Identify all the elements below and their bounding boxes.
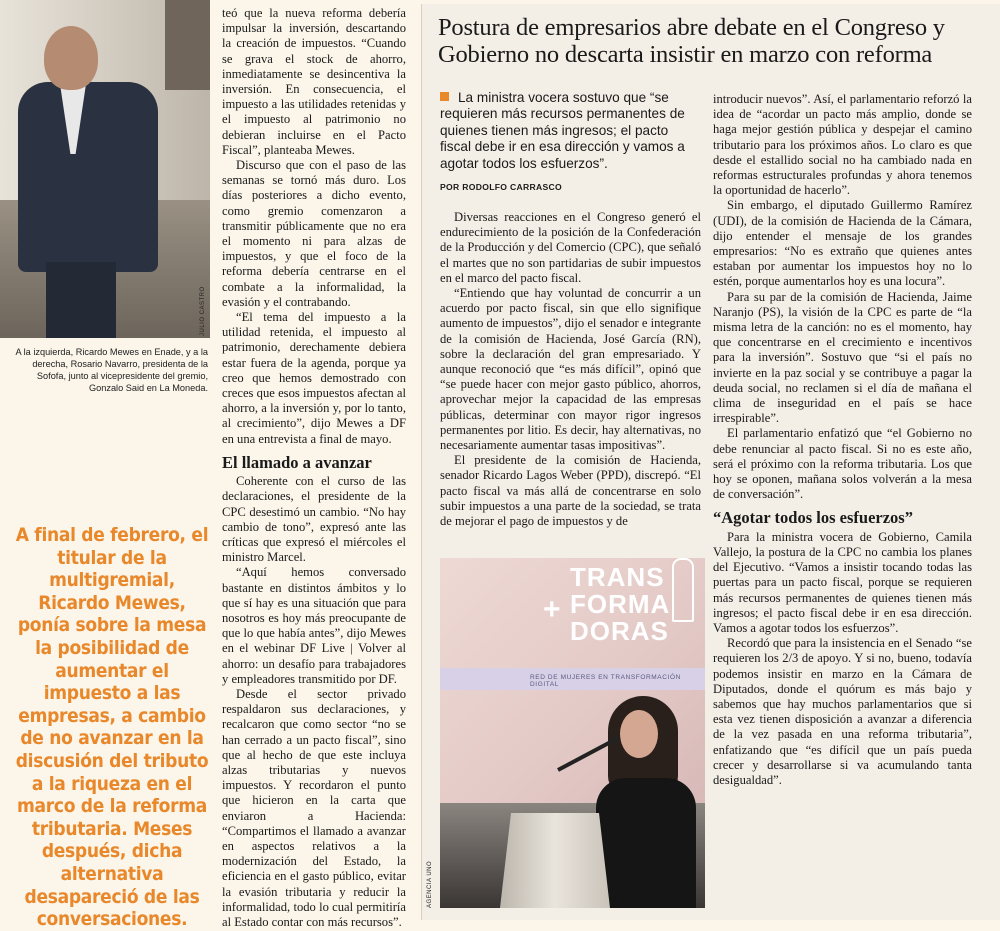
photo-credit-right: AGENCIA UNO (427, 860, 433, 908)
paragraph: introducir nuevos”. Así, el parlamentario reforzó la idea de “acordar un pacto más amplio, donde se haga mejor gestión pública y despejar el camino tributario para los próximos años. Lo claro es que desde el estallido social no ha cambiado nada en reformas estructurales profundas y ahora tenemos la oportunidad de hacerlo”. (713, 92, 972, 198)
photo-caption: A la izquierda, Ricardo Mewes en Enade, y a la derecha, Rosario Navarro, presidenta de la Sofofa, junto al vicepresidente del gremio, Gonzalo Said en La Moneda. (15, 347, 208, 393)
article-column-c (713, 92, 972, 788)
bullet-square-icon (440, 92, 449, 101)
plus-icon: + (543, 593, 561, 626)
paragraph: Desde el sector privado respaldaron sus declaraciones, y recalcaron que como sector “no se han cerrado a un pacto fiscal”, sino que al hecho de que este incluya alzas tributarias y nuevos impuestos. Y recordaron el punto que hicieron en la carta que enviaron a Hacienda: “Compartimos el llamado a avanzar en aspectos relativos a la modernización del Estado, la eficiencia en el gasto público, evitar la evasión tributaria y reducir la informalidad, todo lo cual permitiría al Estado contar con más recursos”. (222, 686, 406, 929)
paragraph: “Entiendo que hay voluntad de concurrir a un acuerdo por pacto fiscal, sin que ello signifique aumento de impuestos”, dijo el senador e integrante de la comisión de Hacienda, José García (RN), sobre la declaración del gran empresariado. Y aunque reconoció que “es más difícil”, opinó que “se puede hacer con mejor gasto público, ahorros, aprovechar mejor la capacidad de las empresas públicas, determinar con mayor rigor ingresos permanentes por litio. Es decir, hay alternativas, no necesariamente aumentar tasas impositivas”. (440, 286, 701, 453)
podium (500, 813, 610, 908)
paragraph: “El tema del impuesto a la utilidad retenida, el impuesto al patrimonio, derechamente debiera estar fuera de la agenda, porque ya creo que hemos demostrado con creces que esos impuestos afectan al ahorro, a la inversión y, por lo tanto, al crecimiento”, dijo Mewes a DF en una entrevista a final de mayo. (222, 310, 406, 446)
pull-quote: A final de febrero, el titular de la multigremial, Ricardo Mewes, ponía sobre la mesa la posibilidad de aumentar el impuesto a las empresas, a cambio de no avanzar en la discusión del tributo a la riqueza en el marco de la reforma tributaria. Meses después, dicha alternativa desapareció de las conversaciones. (15, 524, 209, 931)
screen-subtitle: RED DE MUJERES EN TRANSFORMACIÓN DIGITAL (530, 674, 681, 688)
paragraph: “Aquí hemos conversado bastante en distintos ámbitos y lo que sí hay es una situación que para nosotros es hoy más preocupante de que lo que había antes”, dijo Mewes en el webinar DF Live | Volver al ahorro: un desafío para trabajadores y empleadores transmitido por DF. (222, 565, 406, 686)
paragraph: teó que la nueva reforma debería impulsar la inversión, descartando la creación de impuestos. “Cuando se grava el stock de ahorro, inmediatamente se desincentiva la inversión. En consecuencia, el impuesto a las utilidades retenidas y el impuesto al patrimonio no debieran incluirse en el Pacto Fiscal”, planteaba Mewes. (222, 6, 406, 157)
paragraph: El parlamentario enfatizó que “el Gobierno no debe renunciar al pacto fiscal. Si no es este año, será el próximo con la reforma tributaria. Los que hoy se oponen, mañana solos volverán a la mesa de conversación”. (713, 426, 972, 502)
paragraph: Para su par de la comisión de Hacienda, Jaime Naranjo (PS), la visión de la CPC es parte de “la misma letra de la canción: no es el momento, hay que concentrarse en el crecimiento e incentivos para la inversión”. Sostuvo que “si el país no invierte en la paz social y se contribuye a pagar la deuda social, no reclamen si el día de mañana el clima de inseguridad en el país se hace irrespirable”. (713, 289, 972, 426)
subhead-llamado: El llamado a avanzar (222, 452, 372, 472)
screen-text-1: TRANS (570, 562, 665, 592)
paragraph: Para la ministra vocera de Gobierno, Camila Vallejo, la postura de la CPC no cambia los planes del Ejecutivo. “Vamos a insistir tocando todas las puertas para un pacto fiscal, porque se requieren más recursos permanentes de quienes tienen más ingresos; el pacto fiscal debe ir en esa dirección. Vamos a agotar todos los esfuerzos”. (713, 529, 972, 635)
paragraph: Discurso que con el paso de las semanas se tornó más duro. Los días posteriores a dicho evento, como gremio comenzaron a transmitir públicamente que no era el momento ni para alzas de impuestos, y que el foco de la reforma debería centrarse en el combate a la informalidad, la evasión y el contrabando. (222, 158, 406, 309)
rocket-icon (672, 558, 694, 622)
subhead-agotar: “Agotar todos los esfuerzos” (713, 508, 913, 528)
byline: POR RODOLFO CARRASCO (440, 182, 563, 192)
screen-text-3: DORAS (570, 616, 669, 646)
photo-credit-left: JULIO CASTRO (200, 286, 206, 336)
screen-text-2: FORMA (570, 589, 671, 619)
paragraph: Recordó que para la insistencia en el Senado “se requieren los 2/3 de apoyo. Y si no, bueno, todavía podemos insistir en marzo en la Cámara de Diputados, donde el quórum es más bajo y sabemos que hay muchos parlamentarios que si esta vez tienen disposición a avanzar a diferencia de la vez pasada en una reforma tributaria”, enfatizando que “es difícil que un país pueda crecer y desarrollarse si va acumulando tanta desigualdad”. (713, 636, 972, 787)
paragraph: El presidente de la comisión de Hacienda, senador Ricardo Lagos Weber (PPD), discrepó. “El pacto fiscal va más allá de concentrarse en solo subir impuestos a una parte de la sociedad, se trata de mejorar el pago de impuestos y de (440, 453, 701, 529)
paragraph: Diversas reacciones en el Congreso generó el endurecimiento de la posición de la Confederación de la Producción y del Comercio (CPC), que señaló el martes que no son partidarias de subir impuestos en el marco del pacto fiscal. (440, 210, 701, 285)
article-column-b (440, 210, 701, 529)
photo-ricardo-mewes (0, 0, 210, 338)
paragraph: Sin embargo, el diputado Guillermo Ramírez (UDI), de la comisión de Hacienda de la Cámara, dijo entender el mensaje de los grandes empresarios: “No es extraño que quienes antes estaban por aumentar los impuestos hoy no lo estén, porque aumentarlos hoy es una locura”. (713, 198, 972, 289)
headline: Postura de empresarios abre debate en el Congreso y Gobierno no descarta insistir en marzo con reforma (438, 14, 945, 68)
article-column-a (222, 6, 406, 930)
paragraph: Coherente con el curso de las declaraciones, el presidente de la CPC desestimó un cambio. “No hay cambio de tono”, expresó ante las críticas que expresó el miércoles el ministro Marcel. (222, 474, 406, 565)
photo-camila-vallejo (440, 558, 705, 908)
lead-text: La ministra vocera sostuvo que “se requieren más recursos permanentes de quienes tienen más ingresos; el pacto fiscal debe ir en esa dirección y vamos a agotar todos los esfuerzos”. (440, 90, 685, 171)
lead (440, 90, 702, 172)
